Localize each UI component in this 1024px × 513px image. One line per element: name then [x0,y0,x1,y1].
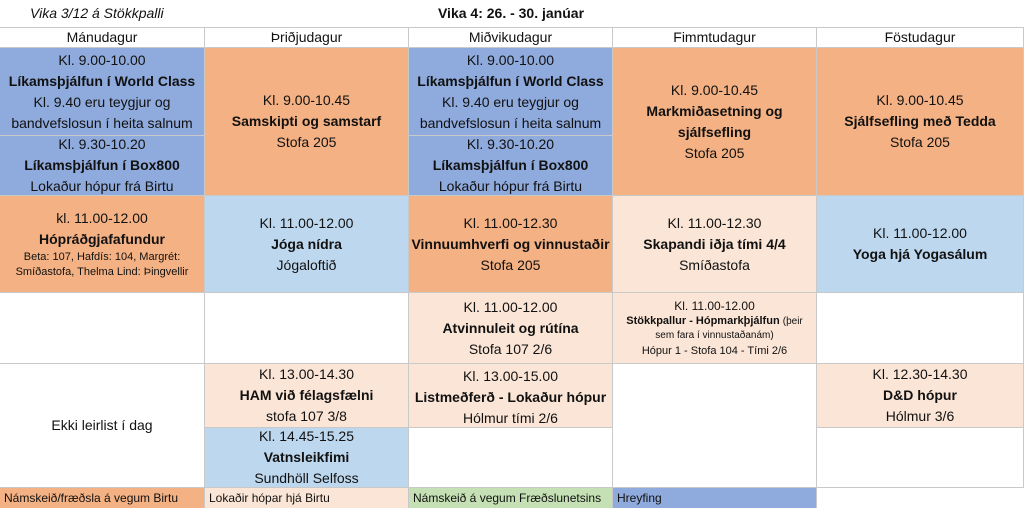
event-title: Vatnsleikfimi [263,449,350,465]
day-label: Þriðjudagur [270,29,343,45]
mon-hopradgjafafundur [0,196,205,293]
wed-box800 [409,136,613,196]
detail: stofa 107 3/8 [266,408,347,424]
mon-empty [0,293,205,364]
event-title: D&D hópur [883,387,957,403]
detail: Stofa 205 [684,144,745,161]
tue-joga-nidra [205,196,409,293]
legend-label: Lokaðir hópar hjá Birtu [209,491,330,505]
event-title: Líkamsþjálfun í Box800 [24,157,180,173]
day-header-thursday [613,28,817,48]
event-title: Skapandi iðja tími 4/4 [643,235,786,252]
day-label: Fimmtudagur [673,29,756,45]
event-title: Líkamsþjálfun í Box800 [432,157,589,173]
mon-no-clay [0,364,205,488]
detail: Smíðastofa [679,256,750,273]
detail: Beta: 107, Hafdís: 104, Margrét: [23,251,181,263]
note: Ekki leirlist í dag [51,417,153,433]
tue-ham [205,364,409,428]
day-label: Föstudagur [884,29,956,45]
wed-vinnuumhverfi [409,196,613,293]
time: Kl. 9.00-10.45 [670,81,759,98]
event-title: Stökkpallur - Hópmarkþjálfun [626,314,780,327]
event-title: Jóga nídra [271,235,342,252]
detail: Kl. 9.40 eru teygjur og [33,93,171,110]
time: Kl. 14.45-15.25 [259,428,354,444]
detail: (þeir [782,315,803,327]
time: Kl. 13.00-15.00 [463,368,558,384]
legend-label: Námskeið/fræðsla á vegum Birtu [4,491,179,505]
thu-empty [613,364,817,488]
legend-fraedslunet [409,488,613,508]
detail: Kl. 9.40 eru teygjur og [442,93,579,110]
fri-sjalfsefling [817,48,1024,196]
detail: Stofa 205 [890,134,950,150]
time: Kl. 9.00-10.45 [876,92,964,108]
legend-label: Hreyfing [617,491,662,505]
event-title: Líkamsþjálfun í World Class [8,72,196,89]
day-header-friday [817,28,1024,48]
day-header-tuesday [205,28,409,48]
time: Kl. 11.00-12.00 [463,298,558,315]
wed-empty [409,428,613,488]
tue-empty [205,293,409,364]
wed-atvinnuleit [409,293,613,364]
detail: Smíðastofa, Thelma Lind: Þingvellir [15,266,189,278]
event-title: Atvinnuleit og rútína [442,319,579,336]
week-title-text: Vika 4: 26. - 30. janúar [437,5,585,21]
event-title: Yoga hjá Yogasálum [852,246,988,262]
time: Kl. 9.30-10.20 [58,136,146,152]
time: Kl. 13.00-14.30 [259,366,354,382]
week-label-text: Vika 3/12 á Stökkpalli [30,5,164,21]
detail: Hópur 1 - Stofa 104 - Tími 2/6 [641,344,788,357]
detail: Stofa 205 [480,256,541,273]
mon-worldclass [0,48,205,136]
legend-closed-groups [205,488,409,508]
tue-vatnsleikfimi [205,428,409,488]
legend-birtu-courses [0,488,205,508]
time: Kl. 11.00-12.00 [259,214,354,231]
day-label: Miðvikudagur [468,29,553,45]
event-title: Vinnuumhverfi og vinnustaðir [411,235,610,252]
time: Kl. 11.00-12.00 [873,225,967,241]
event-title: sjálfsefling [677,123,752,140]
detail: bandvefslosun í heita salnum [419,114,602,131]
wed-listmedferd [409,364,613,428]
time: Kl. 9.00-10.00 [466,51,555,68]
detail: Hólmur 3/6 [885,408,955,424]
detail: Jógaloftið [276,256,337,273]
fri-dnd [817,364,1024,428]
event-title: Listmeðferð - Lokaður hópur [414,389,607,405]
thu-markmidasetning [613,48,817,196]
time: Kl. 9.00-10.00 [58,51,146,68]
time: kl. 11.00-12.00 [56,210,148,226]
time: Kl. 9.30-10.20 [466,136,555,152]
thu-stokkpallur [613,293,817,364]
event-title: Sjálfsefling með Tedda [844,113,996,129]
tue-samskipti [205,48,409,196]
time: Kl. 11.00-12.00 [674,298,755,313]
event-title: Samskipti og samstarf [231,113,382,129]
thu-skapandi-idja [613,196,817,293]
detail: Lokaður hópur frá Birtu [30,178,174,194]
mon-box800 [0,136,205,196]
detail: Stofa 107 2/6 [468,340,553,357]
wed-worldclass [409,48,613,136]
title-blank [613,0,1024,28]
detail: bandvefslosun í heita salnum [11,114,193,131]
event-title: Markmiðasetning og [646,102,783,119]
time: Kl. 12.30-14.30 [872,366,968,382]
detail: Stofa 205 [276,134,337,150]
detail: Hólmur tími 2/6 [463,410,558,426]
fri-empty [817,293,1024,364]
week-title [409,0,613,28]
detail: Lokaður hópur frá Birtu [438,178,583,194]
week-label [0,0,409,28]
event-title: Líkamsþjálfun í World Class [417,72,604,89]
detail: Sundhöll Selfoss [254,470,359,486]
day-header-wednesday [409,28,613,48]
legend-hreyfing [613,488,817,508]
fri-empty-2 [817,428,1024,488]
day-header-monday [0,28,205,48]
time: Kl. 11.00-12.30 [463,214,558,231]
legend-label: Námskeið á vegum Fræðslunetsins [413,491,602,505]
event-title: HAM við félagsfælni [239,387,374,403]
fri-yoga [817,196,1024,293]
event-title: Hópráðgjafafundur [39,231,165,247]
detail: sem fara í vinnustaðanám) [655,329,774,341]
time: Kl. 9.00-10.45 [262,92,351,108]
day-label: Mánudagur [66,29,138,45]
time: Kl. 11.00-12.30 [667,214,762,231]
